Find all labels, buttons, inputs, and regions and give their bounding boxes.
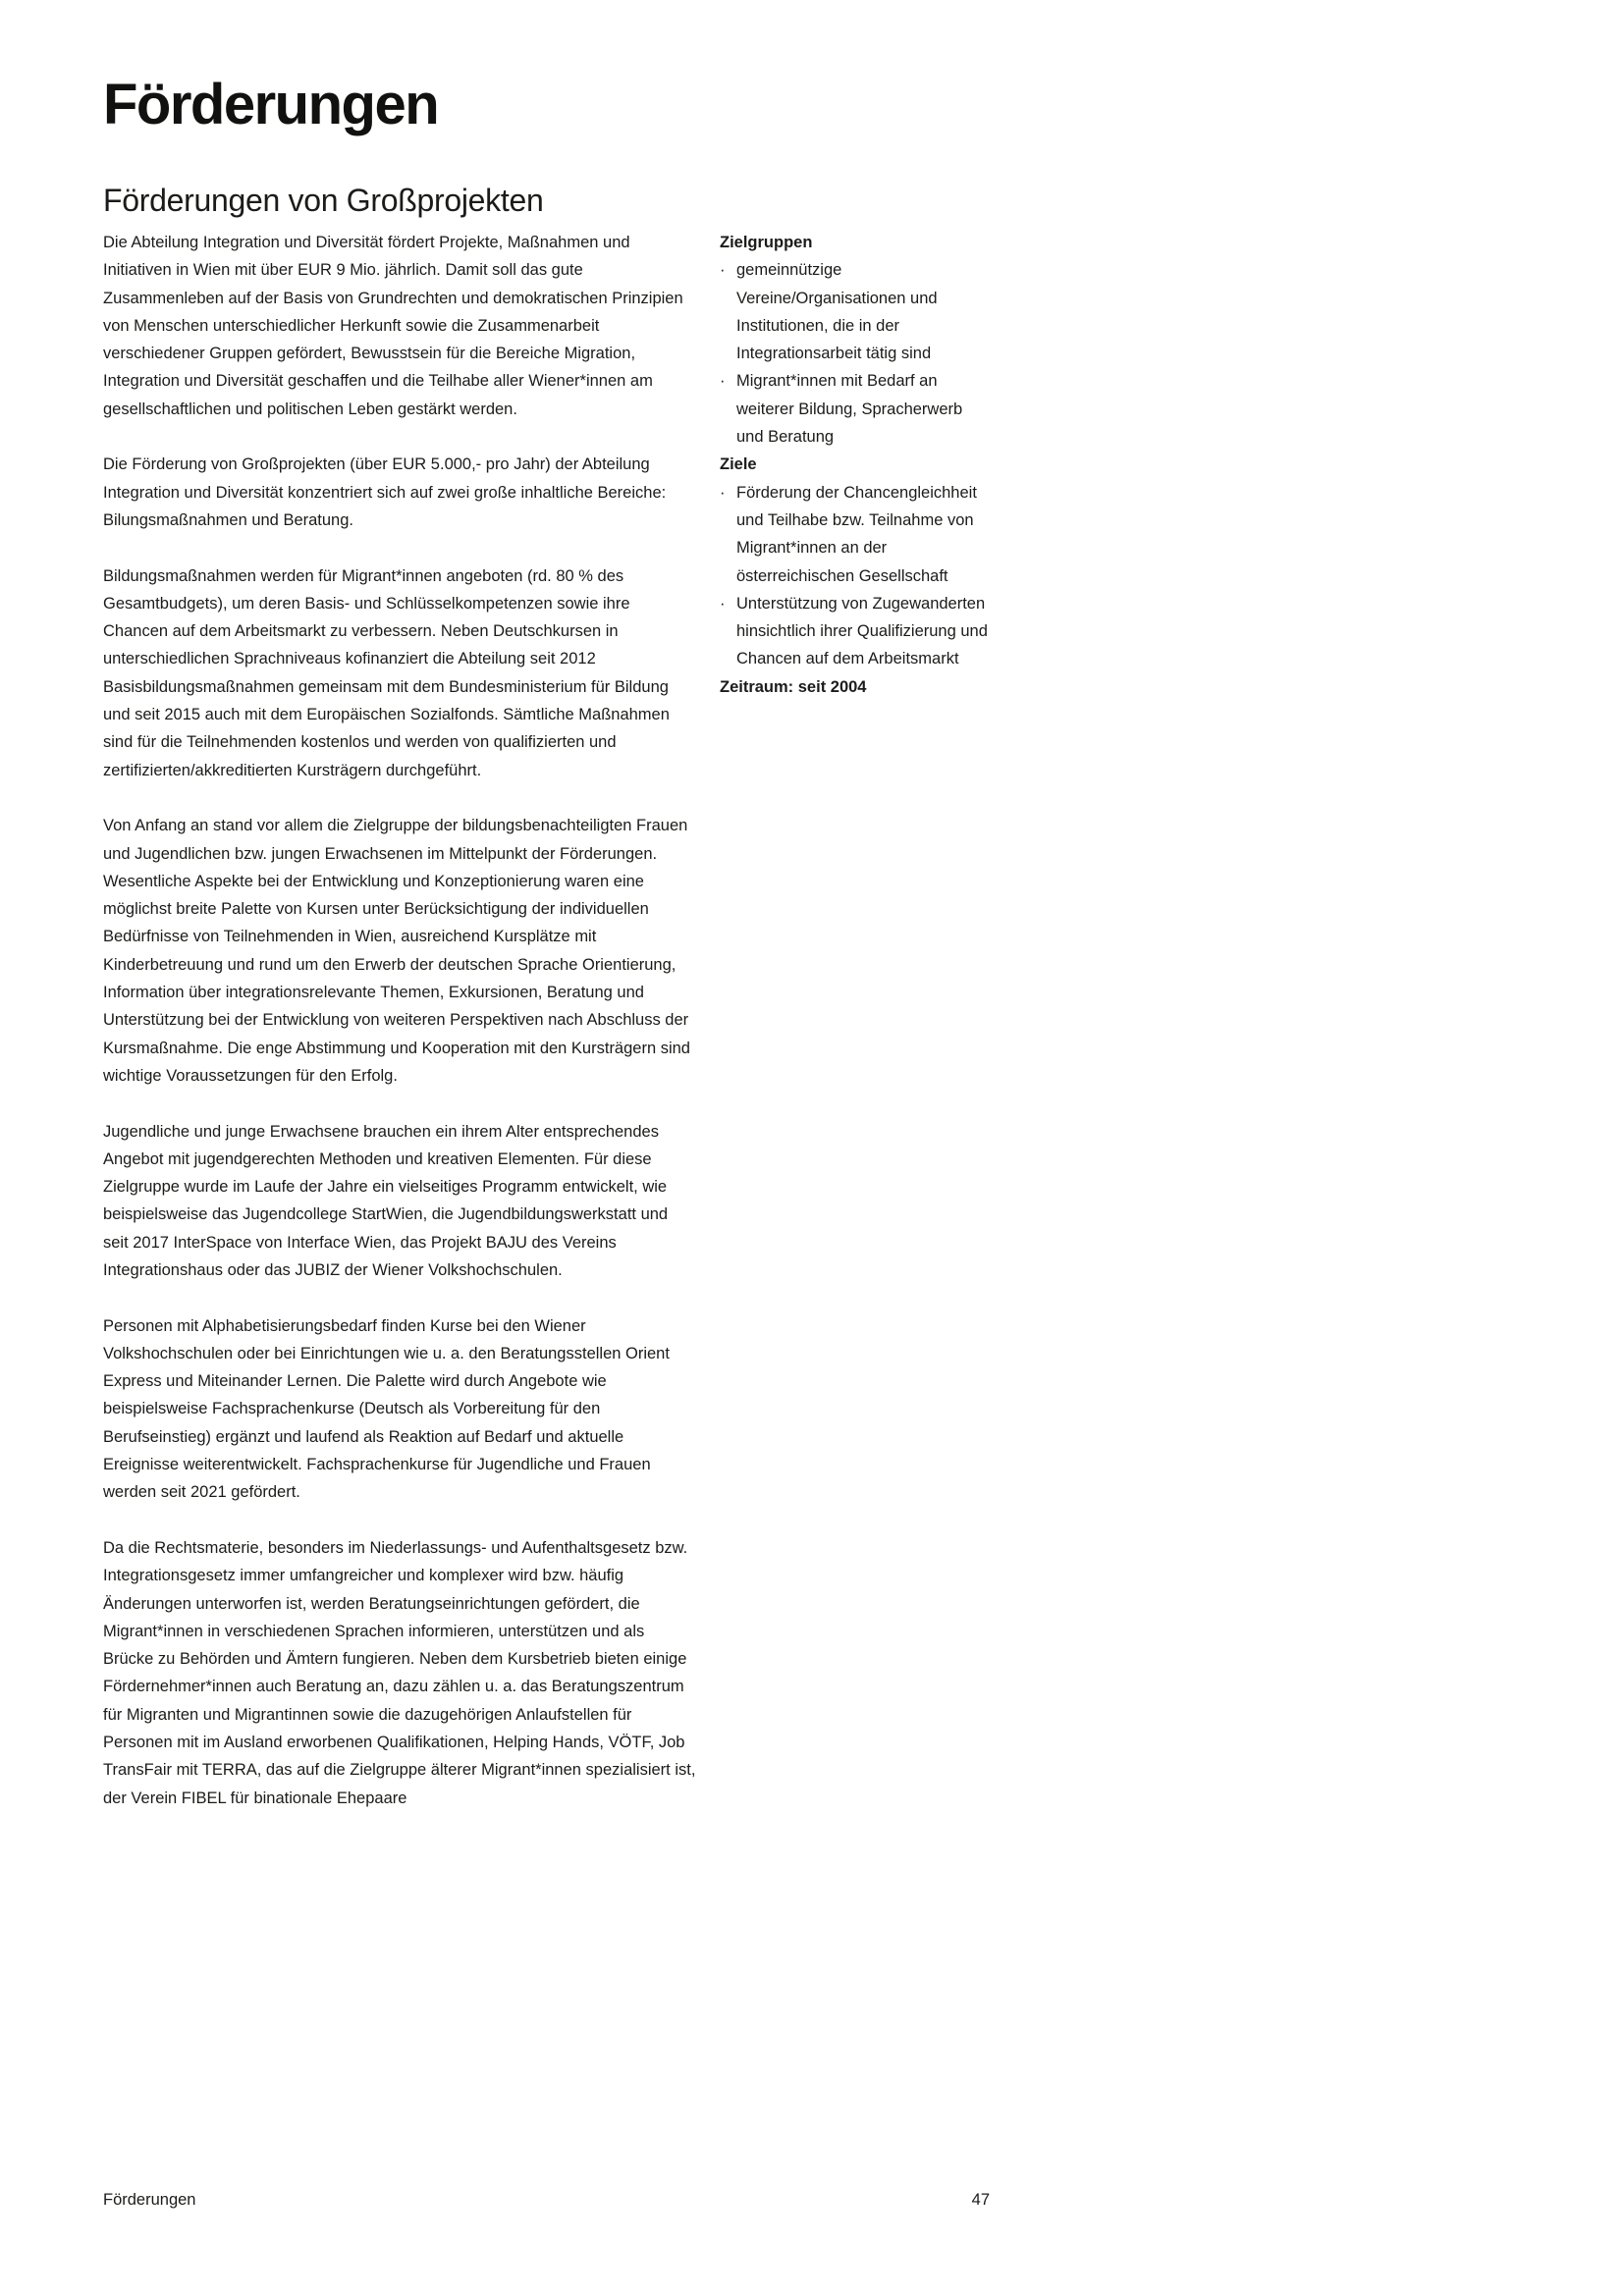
body-paragraph-5: Jugendliche und junge Erwachsene brauchen ein ihrem Alter entsprechendes Angebot mit jugendgerechten Methoden und kreativen Elementen. Für diese Zielgruppe wurde im Laufe der Jahre ein vielseitiges Programm entwickelt, wie beispielsweise das Jugendcollege StartWien, die Jugendbildungswerkstatt und seit 2017 InterSpace von Interface Wien, das Projekt BAJU des Vereins Integrationshaus oder das JUBIZ der Wiener Volkshochschulen. [103,1122,669,1279]
page-content [103,74,990,1840]
sidebar-heading-zeitraum: Zeitraum: seit 2004 [720,677,867,696]
body-paragraph-7: Da die Rechtsmaterie, besonders im Niederlassungs- und Aufenthaltsgesetz bzw. Integrationsgesetz immer umfangreicher und komplexer wird bzw. häufig Änderungen unterworfen ist, werden Beratungseinrichtungen gefördert, die Migrant*innen in verschiedenen Sprachen informieren, unterstützen und als Brücke zu Behörden und Ämtern fungieren. Neben dem Kursbetrieb bieten einige Fördernehmer*innen auch Beratung an, dazu zählen u. a. das Beratungszentrum für Migranten und Migrantinnen sowie die dazugehörigen Anlaufstellen für Personen mit im Ausland erworbenen Qualifikationen, Helping Hands, VÖTF, Job TransFair mit TERRA, das auf die Zielgruppe älterer Migrant*innen spezialisiert ist, der Verein FIBEL für binationale Ehepaare [103,1538,696,1807]
bullet-marker: · [720,594,726,613]
info-sidebar [720,182,990,701]
sidebar-heading-zielgruppen: Zielgruppen [720,234,813,251]
ziele-list [720,479,990,673]
bullet-marker: · [720,372,726,391]
bullet-marker: · [720,261,726,280]
bullet-marker: · [720,483,726,502]
section-title: Förderungen von Großprojekten [103,183,544,218]
list-item-text: Förderung der Chancengleichheit und Teilhabe bzw. Teilnahme von Migrant*innen an der österreichischen Gesellschaft [736,483,977,585]
list-item [720,479,990,590]
body-paragraph-2: Die Förderung von Großprojekten (über EUR 5.000,- pro Jahr) der Abteilung Integration und Diversität konzentriert sich auf zwei große inhaltliche Bereiche: Bilungsmaßnahmen und Beratung. [103,455,667,529]
page-footer [103,2189,990,2211]
list-item [720,590,990,673]
page-title: Förderungen [103,73,439,136]
body-paragraph-3: Bildungsmaßnahmen werden für Migrant*innen angeboten (rd. 80 % des Gesamtbudgets), um deren Basis- und Schlüsselkompetenzen sowie ihre Chancen auf dem Arbeitsmarkt zu verbessern. Neben Deutschkursen in unterschiedlichen Sprachniveaus kofinanziert die Abteilung seit 2012 Basisbildungsmaßnahmen gemeinsam mit dem Bundesministerium für Bildung und seit 2015 auch mit dem Europäischen Sozialfonds. Sämtliche Maßnahmen sind für die Teilnehmenden kostenlos und werden von qualifizierten und zertifizierten/akkreditierten Kursträgern durchgeführt. [103,566,670,779]
two-column-layout [103,182,990,1840]
list-item-text: Unterstützung von Zugewanderten hinsichtlich ihrer Qualifizierung und Chancen auf dem Arbeitsmarkt [736,594,988,668]
footer-section-label: Förderungen [103,2191,196,2209]
sidebar-heading-ziele: Ziele [720,455,757,474]
list-item [720,256,990,367]
main-text-column [103,182,697,1840]
list-item-text: Migrant*innen mit Bedarf an weiterer Bildung, Spracherwerb und Beratung [736,372,963,447]
body-paragraph-6: Personen mit Alphabetisierungsbedarf finden Kurse bei den Wiener Volkshochschulen oder bei Einrichtungen wie u. a. den Beratungsstellen Orient Express und Miteinander Lernen. Die Palette wird durch Angebote wie beispielsweise Fachsprachenkurse (Deutsch als Vorbereitung für den Berufseinstieg) ergänzt und laufend als Reaktion auf Bedarf und aktuelle Ereignisse weiterentwickelt. Fachsprachenkurse für Jugendliche und Frauen werden seit 2021 gefördert. [103,1316,670,1502]
list-item-text: gemeinnützige Vereine/Organisationen und Institutionen, die in der Integrationsarbeit tätig sind [736,261,938,363]
page-number: 47 [971,2191,990,2209]
zielgruppen-list [720,256,990,451]
body-paragraph-4: Von Anfang an stand vor allem die Zielgruppe der bildungsbenachteiligten Frauen und Jugendlichen bzw. jungen Erwachsenen im Mittelpunkt der Förderungen. Wesentliche Aspekte bei der Entwicklung und Konzeptionierung waren eine möglichst breite Palette von Kursen unter Berücksichtigung der individuellen Bedürfnisse von Teilnehmenden in Wien, ausreichend Kursplätze mit Kinderbetreuung und rund um den Erwerb der deutschen Sprache Orientierung, Information über integrationsrelevante Themen, Exkursionen, Beratung und Unterstützung bei der Entwicklung von weiteren Perspektiven nach Abschluss der Kursmaßnahme. Die enge Abstimmung und Kooperation mit den Kursträgern sind wichtige Voraussetzungen für den Erfolg. [103,817,690,1085]
body-paragraph-1: Die Abteilung Integration und Diversität fördert Projekte, Maßnahmen und Initiativen in Wien mit über EUR 9 Mio. jährlich. Damit soll das gute Zusammenleben auf der Basis von Grundrechten und demokratischen Prinzipien von Menschen unterschiedlicher Herkunft sowie die Zusammenarbeit verschiedener Gruppen gefördert, Bewusstsein für die Bereiche Migration, Integration und Diversität geschaffen und die Teilhabe aller Wiener*innen am gesellschaftlichen und politischen Leben gestärkt werden. [103,234,683,418]
list-item [720,367,990,451]
